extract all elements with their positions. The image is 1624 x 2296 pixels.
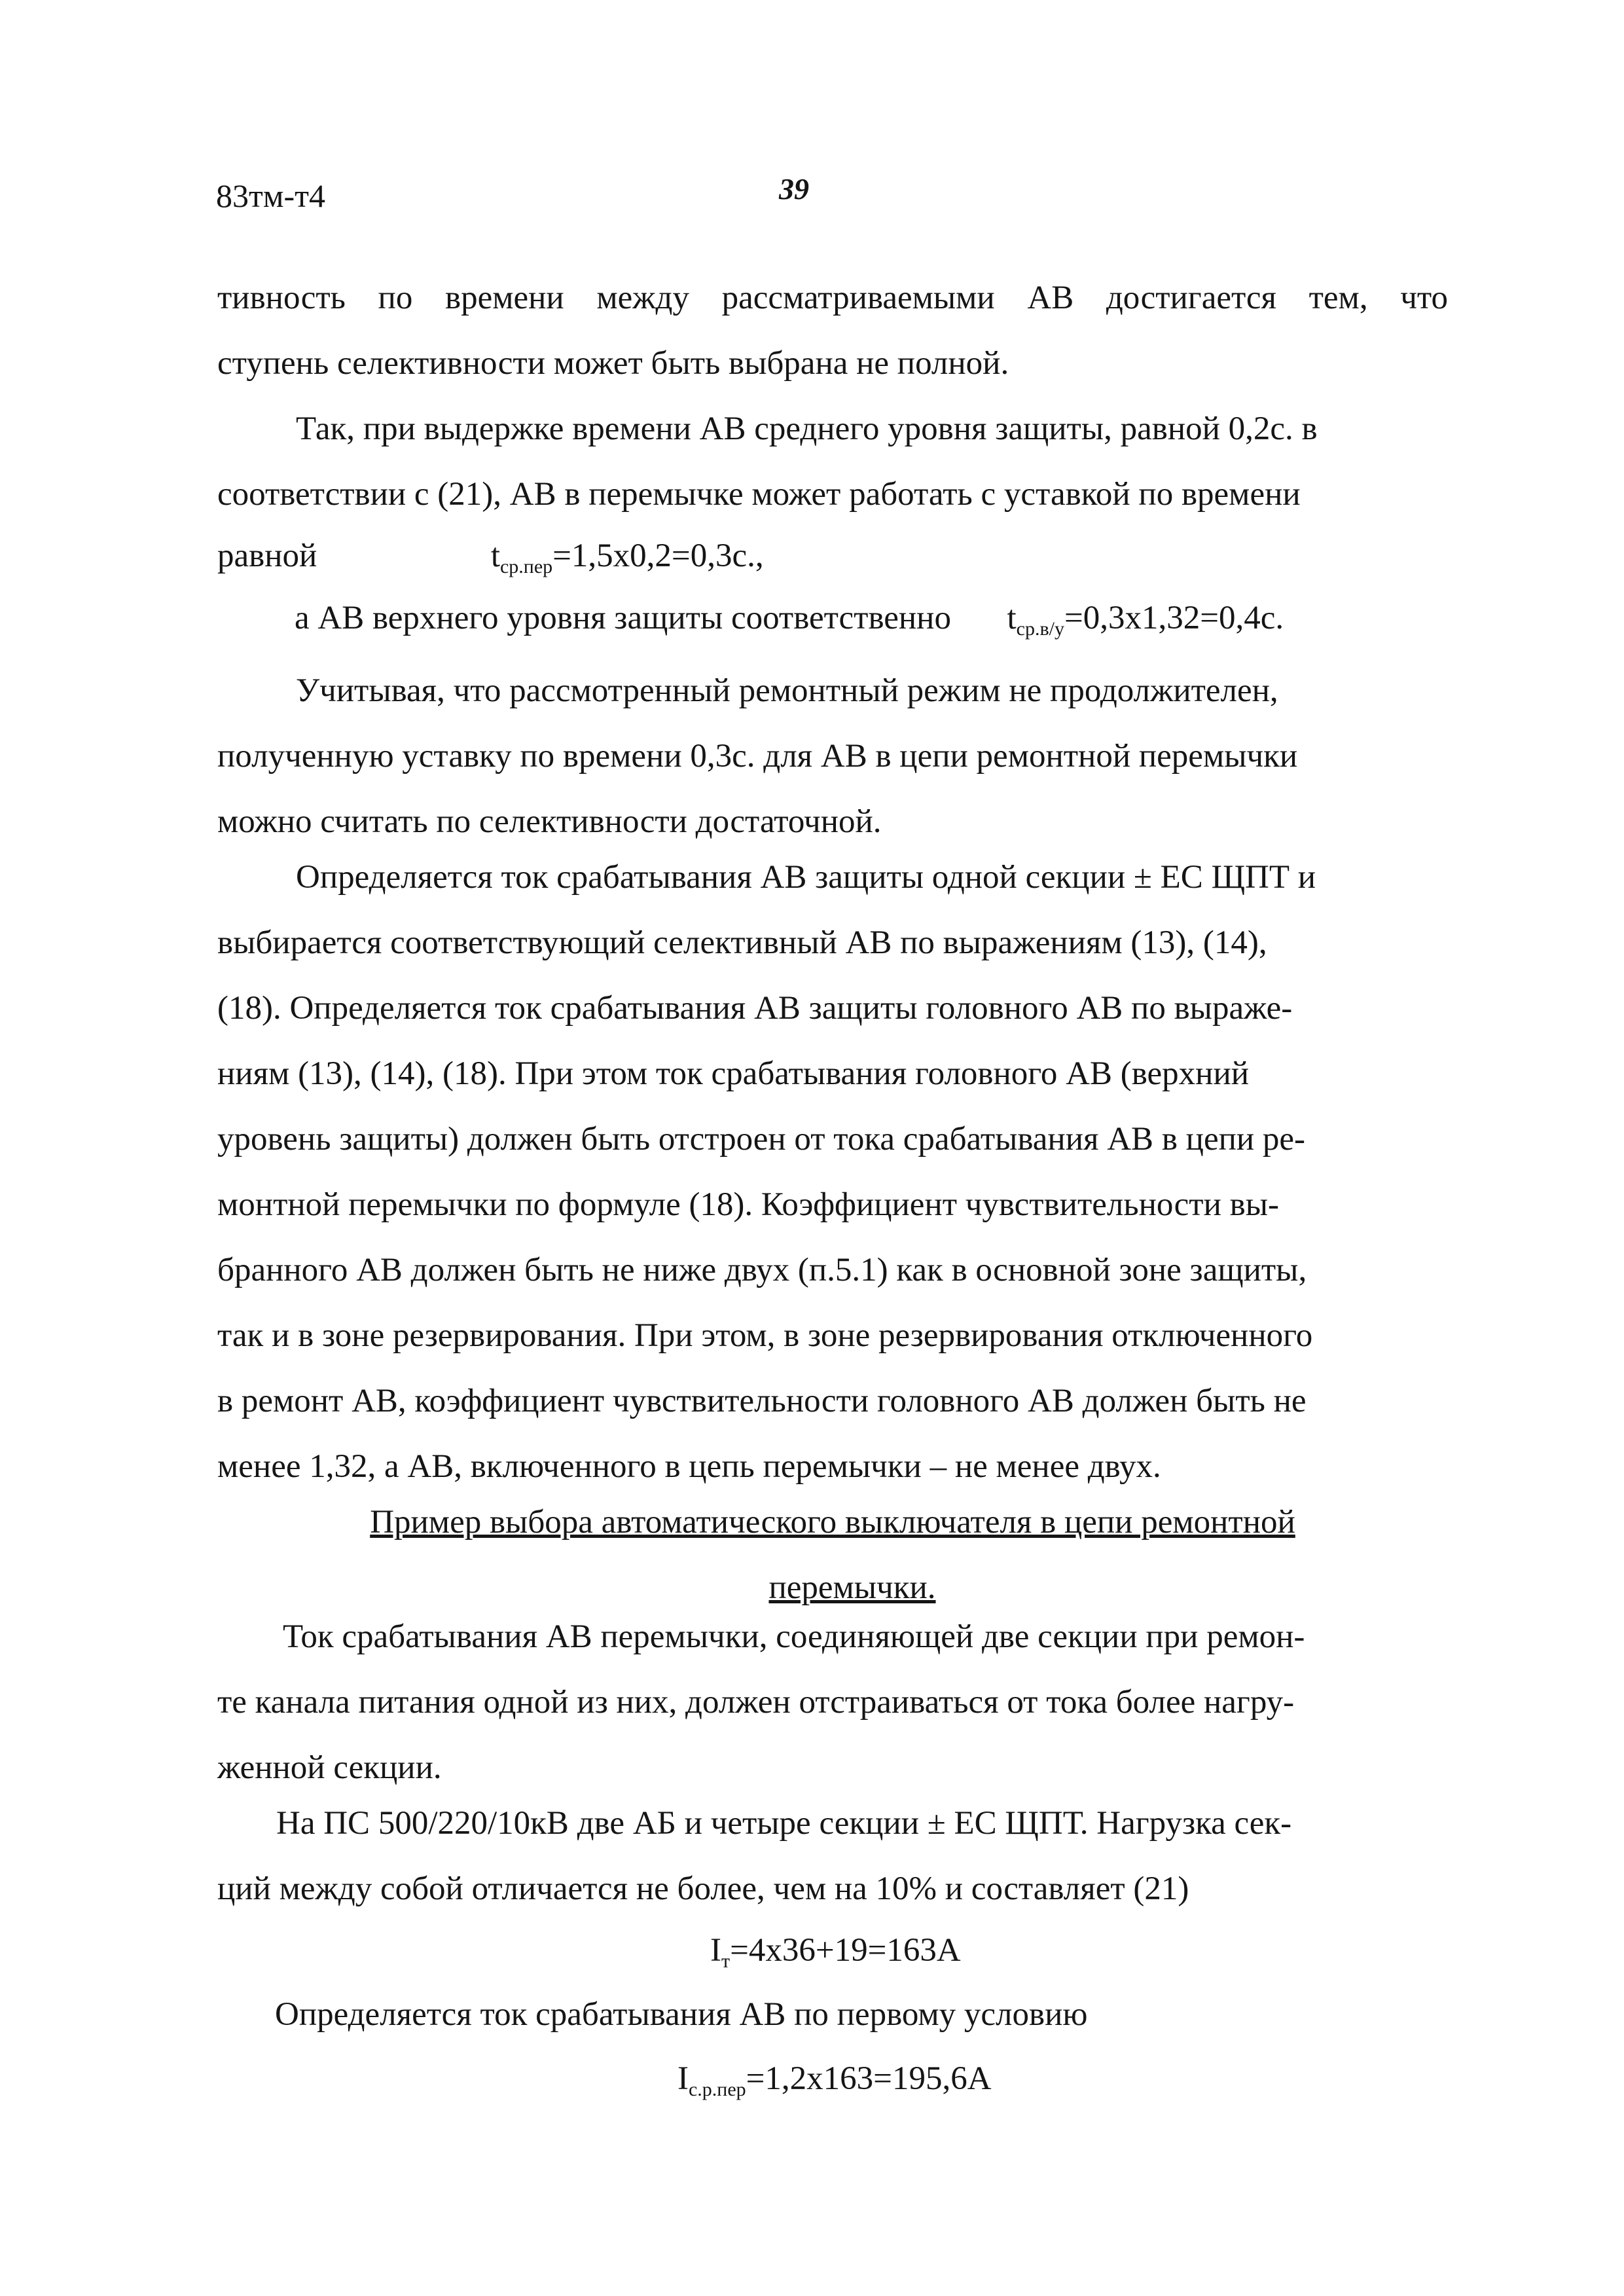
formula-prefix: равной	[217, 538, 317, 574]
heading-line: перемычки.	[768, 1569, 936, 1606]
text-line: ций между собой отличается не более, чем на 10% и составляет (21)	[217, 1870, 1189, 1907]
paragraph-2	[217, 396, 1448, 527]
formula-trip-current	[677, 2060, 992, 2101]
heading-line: Пример выбора автоматического выключателя в цепи ремонтной	[370, 1504, 1295, 1540]
formula-expression: =4x36+19=163А	[730, 1932, 961, 1969]
text-line: женной секции.	[217, 1749, 442, 1786]
text-line: тивность по времени между рассматриваемыми АВ достигается тем, что	[217, 280, 1448, 316]
formula-variable: t	[490, 538, 500, 574]
formula-variable: I	[710, 1932, 721, 1969]
paragraph-1	[217, 265, 1448, 396]
text-line: Ток срабатывания АВ перемычки, соединяющей две секции при ремон-	[283, 1618, 1305, 1655]
text-line: ниям (13), (14), (18). При этом ток срабатывания головного АВ (верхний	[217, 1055, 1250, 1092]
formula-subscript: т	[721, 1950, 731, 1972]
text-line: а АВ верхнего уровня защиты соответственно	[295, 600, 951, 636]
formula-subscript: с.р.пер	[688, 2079, 746, 2100]
paragraph-8	[275, 1995, 1087, 2033]
text-line: Учитывая, что рассмотренный ремонтный режим не продолжителен,	[296, 672, 1278, 709]
formula-expression: =1,2x163=195,6А	[746, 2060, 992, 2097]
text-line: бранного АВ должен быть не ниже двух (п.5.1) как в основной зоне защиты,	[217, 1252, 1307, 1288]
formula-subscript: ср.пер	[499, 556, 553, 577]
paragraph-3	[295, 599, 1284, 640]
document-code: 83тм-т4	[216, 177, 325, 214]
text-line: можно считать по селективности достаточной.	[217, 803, 882, 840]
page-number: 39	[779, 172, 809, 206]
paragraph-5	[217, 845, 1448, 1499]
formula-expression: =1,5x0,2=0,3с.,	[552, 538, 764, 574]
text-line: Определяется ток срабатывания АВ по первому условию	[275, 1996, 1088, 2033]
text-line: Определяется ток срабатывания АВ защиты одной секции ± ЕС ЩПТ и	[296, 859, 1316, 896]
text-line: полученную уставку по времени 0,3с. для АВ в цепи ремонтной перемычки	[217, 738, 1298, 774]
formula-variable: t	[1007, 600, 1017, 636]
text-line: в ремонт АВ, коэффициент чувствительности головного АВ должен быть не	[217, 1383, 1307, 1419]
text-line: На ПС 500/220/10кВ две АБ и четыре секции ± ЕС ЩПТ. Нагрузка сек-	[276, 1805, 1292, 1842]
paragraph-7	[217, 1791, 1448, 1922]
text-line: (18). Определяется ток срабатывания АВ защиты головного АВ по выраже-	[217, 990, 1293, 1027]
paragraph-4	[217, 658, 1448, 854]
text-line: уровень защиты) должен быть отстроен от тока срабатывания АВ в цепи ре-	[217, 1121, 1306, 1157]
formula-variable: I	[677, 2060, 689, 2097]
text-line: монтной перемычки по формуле (18). Коэффициент чувствительности вы-	[217, 1186, 1279, 1223]
formula-load-current	[710, 1931, 961, 1973]
text-line: Так, при выдержке времени АВ среднего уровня защиты, равной 0,2с. в	[296, 410, 1318, 447]
text-line: ступень селективности может быть выбрана не полной.	[217, 345, 1009, 382]
text-line: выбирается соответствующий селективный АВ по выражениям (13), (14),	[217, 924, 1267, 961]
example-heading	[217, 1489, 1448, 1620]
text-line: так и в зоне резервирования. При этом, в зоне резервирования отключенного	[217, 1317, 1313, 1354]
formula-subscript: ср.в/у	[1016, 618, 1064, 640]
formula-expression: =0,3x1,32=0,4с.	[1064, 600, 1284, 636]
text-line: соответствии с (21), АВ в перемычке может работать с уставкой по времени	[217, 476, 1301, 513]
formula-t-per	[217, 537, 764, 578]
text-line: менее 1,32, а АВ, включенного в цепь перемычки – не менее двух.	[217, 1448, 1161, 1485]
text-line: те канала питания одной из них, должен отстраиваться от тока более нагру-	[217, 1684, 1295, 1721]
paragraph-6	[217, 1604, 1448, 1800]
